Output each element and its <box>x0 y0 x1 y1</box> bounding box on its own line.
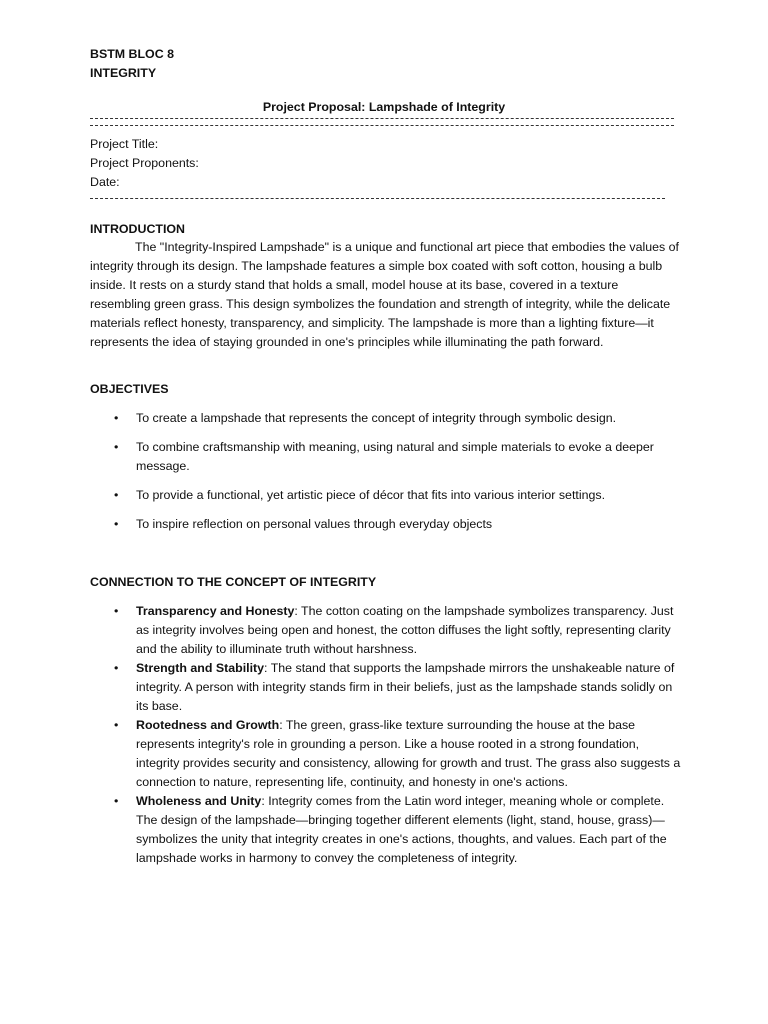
objective-text: To create a lampshade that represents the concept of integrity through symbolic design. <box>136 411 617 425</box>
connection-list <box>90 602 684 868</box>
connection-text: : Integrity comes from the Latin word integer, meaning whole or complete. The design of the lampshade—bringing together different elements (light, stand, house, grass)—symbolizes the unity that integrity creates in one's actions, thoughts, and values. Each part of the lampshade works in harmony to convey the completeness of integrity. <box>136 794 667 865</box>
connection-text: : The cotton coating on the lampshade symbolizes transparency. Just as integrity involves being open and honest, the cotton diffuses the light softly, representing clarity and the ability to illuminate truth without harshness. <box>136 604 674 656</box>
header-class-line: BSTM BLOC 8 <box>90 47 174 61</box>
objective-item <box>90 409 684 428</box>
bullet-icon: • <box>114 718 119 732</box>
project-proponents-field: Project Proponents: <box>90 156 199 170</box>
divider <box>90 198 665 199</box>
double-divider <box>90 118 674 126</box>
objective-item <box>90 438 684 476</box>
introduction-paragraph: The "Integrity-Inspired Lampshade" is a unique and functional art piece that embodies the values of integrity through its design. The lampshade features a simple box coated with soft cotton, housing a bulb inside. It rests on a sturdy stand that holds a small, model house at its base, covered in a texture resembling green grass. This design symbolizes the foundation and strength of integrity, while the delicate materials reflect honesty, transparency, and simplicity. The lampshade is more than a lighting fixture—it represents the idea of staying grounded in one's principles while illuminating the path forward. <box>90 240 679 349</box>
connection-term: Transparency and Honesty <box>136 604 295 618</box>
bullet-icon: • <box>114 488 119 502</box>
objective-text: To combine craftsmanship with meaning, using natural and simple materials to evoke a deeper message. <box>136 440 654 473</box>
bullet-icon: • <box>114 661 119 675</box>
objective-text: To inspire reflection on personal values through everyday objects <box>136 517 493 531</box>
connection-term: Strength and Stability <box>136 661 265 675</box>
introduction-heading: INTRODUCTION <box>90 222 185 236</box>
bullet-icon: • <box>114 440 119 454</box>
connection-term: Rootedness and Growth <box>136 718 280 732</box>
connection-text: : The green, grass-like texture surrounding the house at the base represents integrity's role in grounding a person. Like a house rooted in a strong foundation, integrity provides security and consistency, allowing for growth and trust. The grass also suggests a connection to nature, representing life, continuity, and honesty in one's actions. <box>136 718 681 789</box>
bullet-icon: • <box>114 604 119 618</box>
objective-item <box>90 486 684 505</box>
bullet-icon: • <box>114 411 119 425</box>
connection-item <box>90 792 684 868</box>
objective-text: To provide a functional, yet artistic piece of décor that fits into various interior settings. <box>136 488 606 502</box>
connection-item <box>90 602 684 659</box>
connection-item <box>90 716 684 792</box>
connection-heading: CONNECTION TO THE CONCEPT OF INTEGRITY <box>90 575 377 589</box>
header-group-line: INTEGRITY <box>90 66 157 80</box>
objectives-heading: OBJECTIVES <box>90 382 169 396</box>
project-title-field: Project Title: <box>90 137 159 151</box>
connection-item <box>90 659 684 716</box>
date-field: Date: <box>90 175 120 189</box>
bullet-icon: • <box>114 794 119 808</box>
connection-text: : The stand that supports the lampshade mirrors the unshakeable nature of integrity. A person with integrity stands firm in their beliefs, just as the lampshade stands solidly on its base. <box>136 661 675 713</box>
objective-item <box>90 515 684 534</box>
connection-term: Wholeness and Unity <box>136 794 262 808</box>
objectives-list <box>90 409 684 544</box>
proposal-title: Project Proposal: Lampshade of Integrity <box>262 100 506 114</box>
bullet-icon: • <box>114 517 119 531</box>
